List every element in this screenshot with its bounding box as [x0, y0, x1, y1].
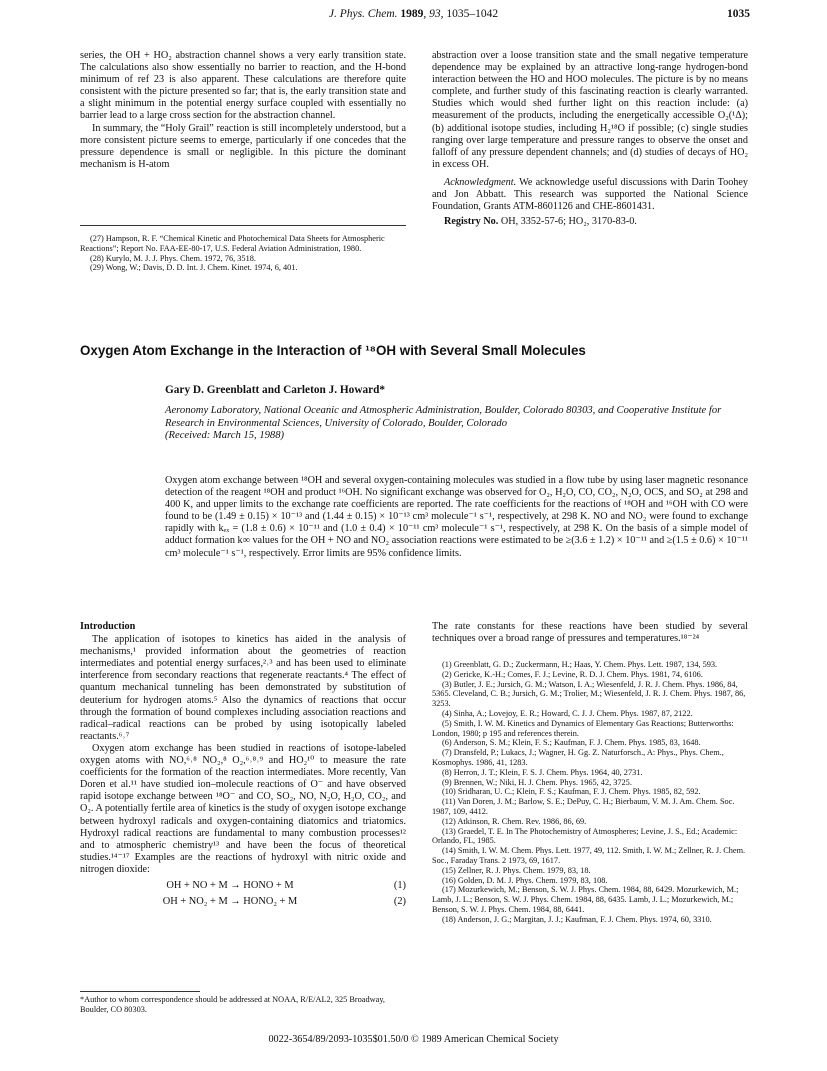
equation-1-text: OH + NO + M → HONO + M — [166, 879, 294, 891]
footnote-item: (29) Wong, W.; Davis, D. D. Int. J. Chem. Kinet. 1974, 6, 401. — [90, 263, 298, 273]
reference-item: (7) Dransfeld, P.; Lukacs, J.; Wagner, H. Gg. Z. Naturforsch., A: Phys., Phys. Chem., Kosmophys. 1986, 41, 1283. — [432, 748, 724, 767]
reference-item: (1) Greenblatt, G. D.; Zuckermann, H.; Haas, Y. Chem. Phys. Lett. 1987, 134, 593. — [442, 660, 718, 669]
equation-1 — [80, 880, 406, 896]
received-date: (Received: March 15, 1988) — [165, 430, 285, 442]
prev-right-paragraph-1: abstraction over a loose transition state and the small negative temperature dependence may be explained by an attractive long-range hydrogen-bond interaction between the HO and HOO molecules. The picture is by no means complete, and further study of this fascinating reaction is clearly warranted. Studies which would shed further light on this reaction include: (a) measurement of the products, including the energetically accessible O₂(¹Δ); (b) additional isotope studies, including H₂¹⁸O if possible; (c) single studies ranging over large temperature and pressure ranges to observe the onset and falloff of any pressure dependent channels; and (d) studies of decays of HO₂ in excess OH. — [432, 50, 748, 170]
journal-name: J. Phys. Chem. — [328, 8, 398, 20]
registry-numbers — [432, 216, 748, 228]
article-left-column — [80, 621, 406, 912]
reference-item: (6) Anderson, S. M.; Klein, F. S.; Kaufman, F. J. Chem. Phys. 1985, 83, 1648. — [442, 738, 701, 748]
affiliation-text: Aeronomy Laboratory, National Oceanic and Atmospheric Administration, Boulder, Colorado 80303, and Cooperative Institute for Research in Environmental Sciences, University of Colorado, Boulder, Colorado — [165, 405, 722, 429]
journal-volume: 93 — [429, 8, 441, 20]
acknowledgment — [432, 177, 748, 213]
reference-item: (12) Atkinson, R. Chem. Rev. 1986, 86, 69. — [442, 816, 587, 826]
reference-item: (15) Zellner, R. J. Phys. Chem. 1979, 83, 18. — [442, 865, 591, 875]
page-footer: 0022-3654/89/2093-1035$01.50/0 © 1989 American Chemical Society — [268, 1034, 559, 1045]
registry-text: OH, 3352-57-6; HO₂, 3170-83-0. — [500, 216, 637, 228]
reference-item: (9) Brennen, W.; Niki, H. J. Chem. Phys. 1965, 42, 3725. — [442, 777, 632, 787]
correspondence-divider — [80, 991, 200, 992]
equation-2-text: OH + NO₂ + M → HONO₂ + M — [162, 895, 298, 907]
reference-item: (14) Smith, I. W. M. Chem. Phys. Lett. 1977, 49, 112. Smith, I. W. M.; Zellner, R. J. Chem. Soc., Faraday Trans. 2 1973, 69, 1617. — [432, 846, 746, 865]
article-abstract: Oxygen atom exchange between ¹⁸OH and several oxygen-containing molecules was studied in a flow tube by using laser magnetic resonance detection of the reagent ¹⁸OH and product ¹⁶OH. No significant exchange was observed for O₂, H₂O, CO, CO₂, N₂O, OCS, and SO₂ at 298 and 400 K, and upper limits to the exchange rate coefficients are reported. The rate coefficients for the reactions of ¹⁸OH and ¹⁶OH with CO were found to be (1.49 ± 0.15) × 10⁻¹³ and (1.44 ± 0.15) × 10⁻¹³ cm³ molecule⁻¹ s⁻¹, respectively, at 298 K. NO and NO₂ were found to exchange rapidly with kₑₓ = (1.8 ± 0.6) × 10⁻¹¹ and (1.0 ± 0.4) × 10⁻¹¹ cm³ molecule⁻¹ s⁻¹, respectively, at 298 K. On the basis of a simple model of adduct formation k∞ values for the OH + NO and NO₂ association reactions were estimated to be ≥(3.6 ± 1.2) × 10⁻¹¹ and ≥(1.5 ± 0.6) × 10⁻¹¹ cm³ molecule⁻¹ s⁻¹, respectively. Error limits are 95% confidence limits. — [165, 475, 748, 559]
correspondence-note: *Author to whom correspondence should be addressed at NOAA, R/E/AL2, 325 Broadway, Boulder, CO 80303. — [80, 995, 385, 1014]
reference-item: (4) Sinha, A.; Lovejoy, E. R.; Howard, C. J. J. Chem. Phys. 1987, 87, 2122. — [442, 708, 693, 718]
reference-item: (13) Graedel, T. E. In The Photochemistry of Atmospheres; Levine, J. S., Ed.; Academic: Orlando, FL, 1985. — [432, 826, 738, 846]
page-number: 1035 — [727, 8, 750, 20]
right-paragraph-1: The rate constants for these reactions have been studied by several techniques over a broad range of pressures and temperatures.¹⁸⁻²⁴ — [432, 621, 748, 645]
reference-item: (16) Golden, D. M. J. Phys. Chem. 1979, 83, 108. — [442, 875, 608, 885]
running-header — [0, 8, 827, 24]
article-authors: Gary D. Greenblatt and Carleton J. Howard* — [165, 384, 386, 396]
reference-item: (11) Van Doren, J. M.; Barlow, S. E.; DePuy, C. H.; Bierbaum, V. M. J. Am. Chem. Soc. 1987, 109, 4412. — [432, 797, 735, 816]
reference-item: (8) Herron, J. T.; Klein, F. S. J. Chem. Phys. 1964, 40, 2731. — [442, 767, 643, 777]
reference-item: (2) Gericke, K.-H.; Comes, F. J.; Levine, R. D. J. Chem. Phys. 1981, 74, 6106. — [442, 669, 703, 679]
prev-footnotes — [80, 234, 406, 273]
intro-paragraph-1: The application of isotopes to kinetics has aided in the analysis of mechanisms,¹ provided information about the geometries of reaction intermediates and potential energy surfaces,²˒³ and has been used to eliminate interference from secondary reactions that regenerate reactants.⁴ The effect of quantum mechanical tunneling has been demonstrated by substitution of deuterium for hydrogen atoms.⁵ Also the dynamics of reactions that occur through the formation of bound complexes including association reactions and radical–radical reactions can be probed by using isotopically labeled reactants.⁶˒⁷ — [80, 634, 406, 742]
prev-article-right-column — [432, 50, 748, 228]
author-affiliation — [165, 405, 755, 443]
article-title: Oxygen Atom Exchange in the Interaction of ¹⁸OH with Several Small Molecules — [80, 343, 586, 358]
reference-item: (5) Smith, I. W. M. Kinetics and Dynamics of Elementary Gas Reactions; Butterworths: London, 1980; p 195 and references therein. — [432, 718, 734, 738]
prev-article-left-column — [80, 50, 406, 171]
footnote-item: (27) Hampson, R. F. “Chemical Kinetic and Photochemical Data Sheets for Atmospheric Reactions”; Report No. FAA-EE-80-17, U.S. Federal Aviation Administration, 1980. — [80, 234, 385, 253]
intro-paragraph-2: Oxygen atom exchange has been studied in reactions of isotope-labeled oxygen atoms with NO,⁶˒⁸ NO₂,⁸ O₂,⁶˒⁸˒⁹ and HO₂¹⁰ to measure the rate coefficients for the formation of the reaction intermediates. More recently, Van Doren et al.¹¹ have studied ion–molecule reactions of O⁻ and have observed rapid isotope exchange between ¹⁸O⁻ and CO, SO₂, NO, N₂O, H₂O, CO₂, and O₂. A potentially fertile area of kinetics is the study of oxygen isotope exchange between hydroxyl radicals and oxygen-containing diatomics and triatomics. Hydroxyl radical reactions are fundamental to many combustion processes¹² and to atmospheric chemistry¹³ and have been the focus of theoretical studies.¹⁴⁻¹⁷ Examples are the reactions of hydroxyl with nitric oxide and nitrogen dioxide: — [80, 742, 406, 875]
references-list — [432, 660, 748, 925]
reference-item: (17) Mozurkewich, M.; Benson, S. W. J. Phys. Chem. 1984, 88, 6429. Mozurkewich, M.; Lamb, J. L.; Benson, S. W. J. Phys. Chem. 1984, 88, 6435. Lamb, J. L.; Mozurkewich, M.; Benson, S. W. J. Phys. Chem. 1984, 88, 6441. — [432, 885, 739, 914]
journal-pages: 1035–1042 — [446, 8, 499, 20]
equation-2-number: (2) — [393, 895, 406, 907]
acknowledgment-label: Acknowledgment. — [444, 176, 517, 188]
journal-year: 1989 — [400, 8, 424, 20]
footnote-divider — [80, 225, 406, 226]
article-right-column — [432, 621, 748, 645]
acknowledgment-text: We acknowledge useful discussions with Darin Toohey and Jon Abbatt. This research was supported the National Science Foundation, Grants ATM-8601126 and CHE-8601431. — [432, 176, 748, 213]
journal-citation: J. Phys. Chem. 1989, 93, 1035–1042 — [328, 8, 499, 20]
section-heading-introduction: Introduction — [80, 621, 136, 632]
footnote-item: (28) Kurylo, M. J. J. Phys. Chem. 1972, 76, 3518. — [90, 253, 256, 263]
reference-item: (10) Sridharan, U. C.; Klein, F. S.; Kaufman, F. J. Chem. Phys. 1985, 82, 592. — [442, 787, 701, 797]
prev-left-paragraph-2: In summary, the “Holy Grail” reaction is still incompletely understood, but a more consistent picture seems to emerge, particularly if one concedes that the pressure dependence is small or negligible. In this picture the dominant mechanism is H-atom — [80, 122, 406, 170]
prev-left-paragraph-1: series, the OH + HO₂ abstraction channel shows a very early transition state. The calculations also show essentially no barrier to reaction, and the H-bond minimum of ref 23 is also apparent. These calculations are therefore quite consistent with the picture presented so far; that is, the early transition state and a slight minimum in the potential energy surface coupled with essentially no barrier lead to a large cross section for the abstraction channel. — [80, 50, 406, 122]
equation-2 — [80, 896, 406, 912]
equation-1-number: (1) — [393, 879, 406, 891]
reference-item: (3) Butler, J. E.; Jursich, G. M.; Watson, I. A.; Wiesenfeld, J. R. J. Chem. Phys. 1986, 84, 5365. Cleveland, C. B.; Jursich, G. M.; Trolier, M.; Wiesenfeld, J. R. J. Chem. Phys. 1987, 86, 3253. — [432, 679, 746, 709]
reference-item: (18) Anderson, J. G.; Margitan, J. J.; Kaufman, F. J. Chem. Phys. 1974, 60, 3310. — [442, 914, 712, 924]
registry-label: Registry No. — [444, 216, 499, 228]
